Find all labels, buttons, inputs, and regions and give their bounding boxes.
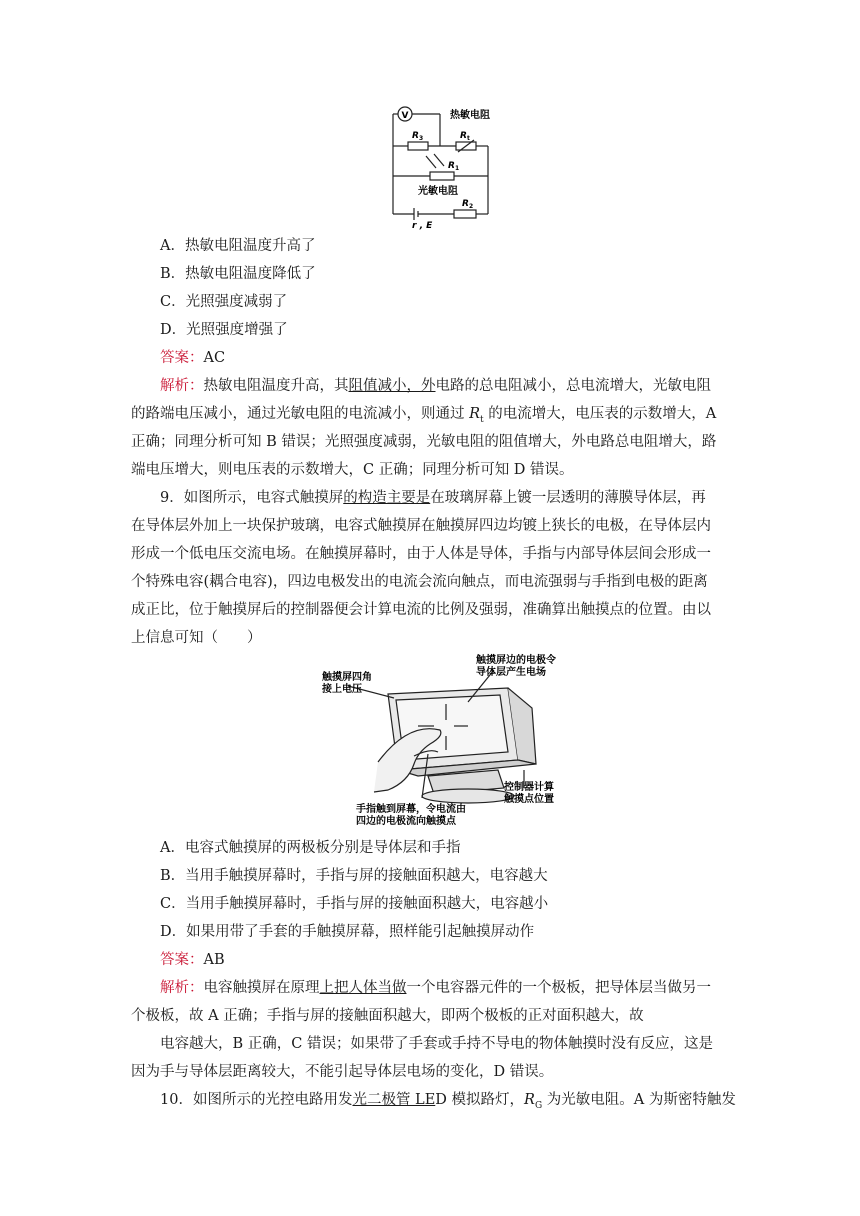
analysis-label: 解析： — [160, 980, 204, 996]
q9-analysis-line-2: 个极板，故 A 正确；手指与屏的接触面积越大，即两个极板的正对面积越大，故 — [131, 1008, 644, 1024]
q9-option-d: D．如果用带了手套的手触摸屏幕，照样能引起触摸屏动作 — [160, 924, 535, 940]
stem-underlined: 光二极管 LE — [352, 1092, 436, 1108]
q8-option-c: C．光照强度减弱了 — [160, 294, 288, 310]
q9-stem-line-5: 成正比，位于触摸屏后的控制器便会计算电流的比例及强弱，准确算出触摸点的位置。由以 — [131, 602, 711, 618]
photoresistor-label: 光敏电阻 — [418, 186, 458, 197]
analysis-text: 热敏电阻温度升高，其 — [203, 378, 349, 394]
q8-option-d: D．光照强度增强了 — [160, 322, 288, 338]
label-corners-1: 触摸屏四角 — [322, 672, 372, 683]
voltmeter-label: V — [401, 111, 409, 121]
q8-option-a: A．热敏电阻温度升高了 — [160, 238, 316, 254]
symbol-r: R — [469, 406, 481, 422]
q9-analysis-line-4: 因为手与导体层距离较大，不能引起导体层电场的变化，D 错误。 — [131, 1064, 554, 1080]
stem-underlined: 的构造主要是 — [343, 490, 431, 506]
answer-label: 答案： — [160, 952, 204, 968]
symbol-r: R — [524, 1092, 535, 1108]
q9-option-c: C．当用手触摸屏幕时，手指与屏的接触面积越大，电容越小 — [160, 896, 549, 912]
answer-label: 答案： — [160, 350, 204, 366]
q9-option-a: A．电容式触摸屏的两极板分别是导体层和手指 — [160, 840, 461, 856]
r1-label: R — [448, 161, 455, 171]
rt-label: R — [460, 131, 467, 141]
label-finger-1: 手指触到屏幕，令电流由 — [356, 804, 466, 815]
answer-value: AB — [203, 952, 225, 968]
label-controller-1: 控制器计算 — [504, 782, 554, 793]
answer-value: AC — [203, 350, 226, 366]
symbol-sub: G — [534, 1100, 543, 1111]
r3-sub: 3 — [419, 135, 424, 142]
label-corners-2: 接上电压 — [322, 684, 362, 695]
symbol-sub: t — [480, 414, 484, 425]
analysis-text: 的路端电压减小，通过光敏电阻的电流减小，则通过 — [131, 406, 470, 422]
q9-analysis-line-1 — [160, 978, 740, 998]
analysis-text: 一个电容器元件的一个极板，把导体层当做另一 — [406, 980, 711, 996]
touchscreen-diagram — [318, 652, 580, 828]
stem-text: 在玻璃屏幕上镀一层透明的薄膜导体层，再 — [430, 490, 706, 506]
source-label: r , E — [412, 221, 433, 230]
q9-stem-line-3: 形成一个低电压交流电场。在触摸屏幕时，由于人体是导体，手指与内部导体层间会形成一 — [131, 546, 711, 562]
r3-label: R — [412, 131, 419, 141]
q9-option-b: B．当用手触摸屏幕时，手指与屏的接触面积越大，电容越大 — [160, 868, 548, 884]
label-edges-1: 触摸屏边的电极令 — [476, 655, 556, 666]
r2-label: R — [462, 199, 469, 209]
thermistor-label: 热敏电阻 — [450, 110, 490, 121]
analysis-text: 电容触摸屏在原理 — [203, 980, 320, 996]
q8-analysis-line-3: 正确；同理分析可知 B 错误；光照强度减弱，光敏电阻的阻值增大，外电路总电阻增大，路 — [131, 434, 717, 450]
q8-analysis-line-4: 端电压增大，则电压表的示数增大，C 正确；同理分析可知 D 错误。 — [131, 462, 574, 478]
analysis-underlined: 阻值减小，外 — [348, 378, 436, 394]
label-edges-2: 导体层产生电场 — [476, 667, 546, 678]
analysis-text: 的电流增大，电压表的示数增大，A — [483, 406, 717, 422]
q9-stem-line-4: 个特殊电容(耦合电容)，四边电极发出的电流会流向触点，而电流强弱与手指到电极的距离 — [131, 574, 708, 590]
q9-stem-line-1 — [160, 488, 740, 508]
stem-text: D 模拟路灯， — [435, 1092, 525, 1108]
stem-text: 9．如图所示，电容式触摸屏 — [160, 490, 344, 506]
circuit-diagram — [388, 98, 508, 230]
r2-sub: 2 — [469, 203, 474, 210]
q9-stem-line-2: 在导体层外加上一块保护玻璃，电容式触摸屏在触摸屏四边均镀上狭长的电极，在导体层内 — [131, 518, 711, 534]
stem-text: 为光敏电阻。A 为斯密特触发 — [542, 1092, 736, 1108]
q9-stem-line-6: 上信息可知（ ） — [131, 630, 262, 646]
q8-analysis-line-1 — [160, 376, 740, 396]
stem-text: 10．如图所示的光控电路用发 — [160, 1092, 353, 1108]
q8-answer — [160, 348, 740, 368]
q9-analysis-line-3: 电容越大，B 正确，C 错误；如果带了手套或手持不导电的物体触摸时没有反应，这是 — [160, 1036, 713, 1052]
q9-answer — [160, 950, 740, 970]
analysis-label: 解析： — [160, 378, 204, 394]
analysis-underlined: 上把人体当做 — [319, 980, 407, 996]
label-finger-2: 四边的电极流向触摸点 — [356, 816, 456, 827]
q10-stem-line-1 — [160, 1090, 740, 1116]
q8-analysis-line-2 — [131, 404, 717, 430]
q8-option-b: B．热敏电阻温度降低了 — [160, 266, 316, 282]
label-controller-2: 触摸点位置 — [504, 794, 554, 805]
r1-sub: 1 — [455, 165, 460, 172]
analysis-text: 电路的总电阻减小，总电流增大，光敏电阻 — [435, 378, 711, 394]
rt-sub: t — [467, 135, 470, 142]
